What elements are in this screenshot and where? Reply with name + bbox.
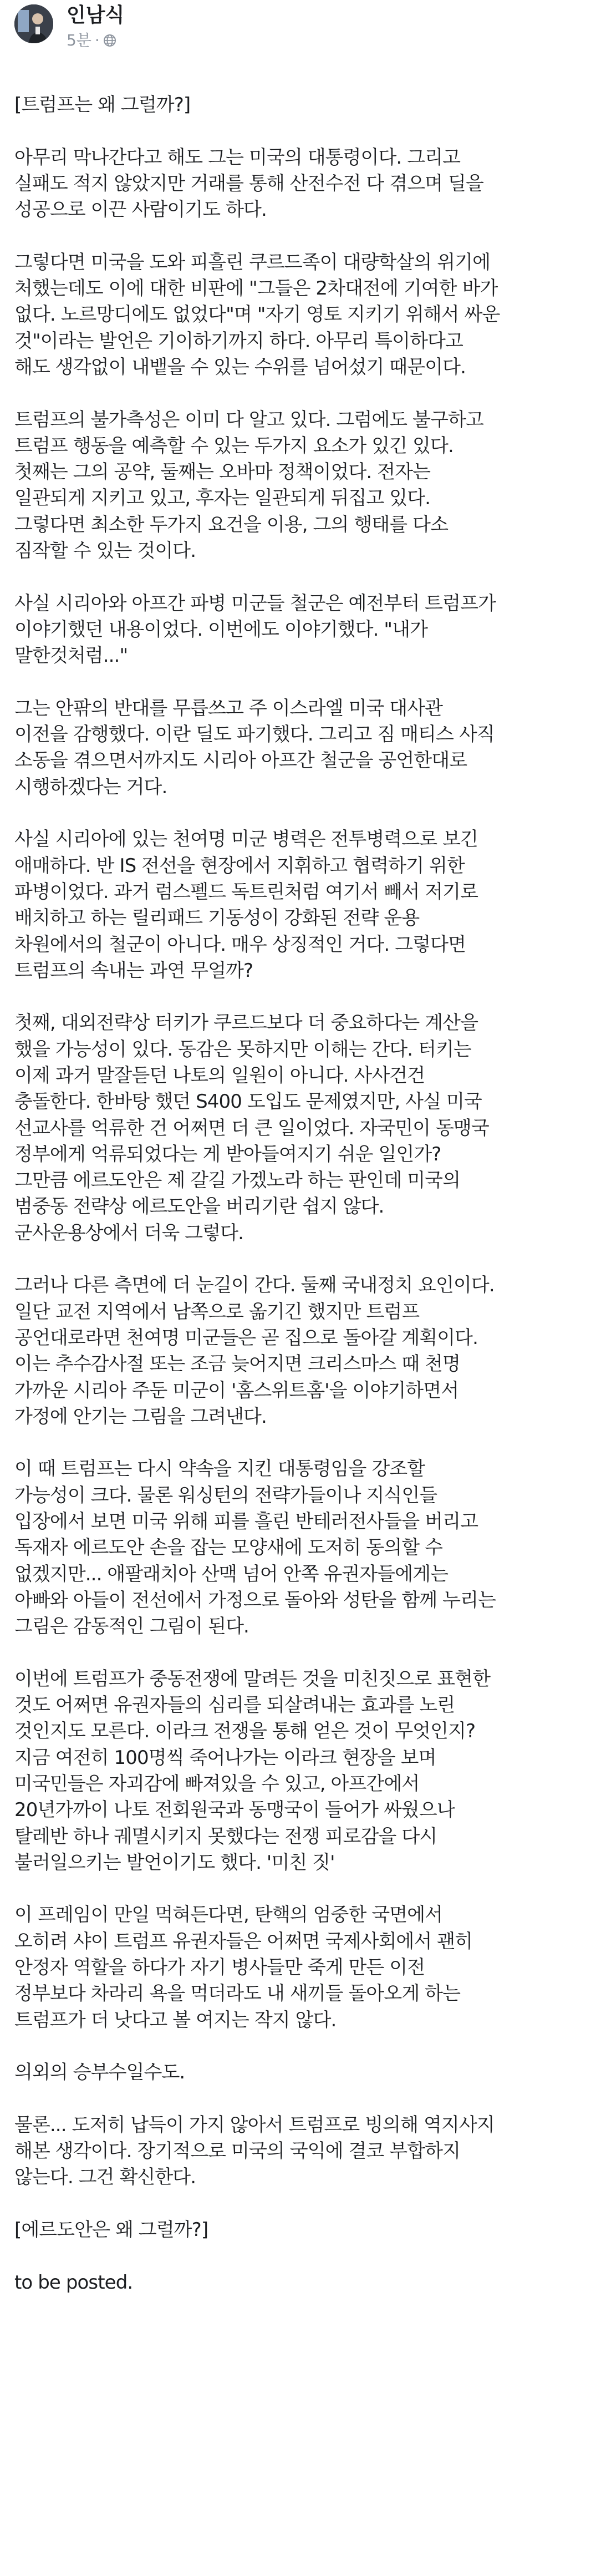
post-paragraph	[14, 591, 588, 670]
post-text-line: 일단 교전 지역에서 남쪽으로 옮기긴 했지만 트럼프	[14, 1300, 420, 1323]
post-text-line: 첫째는 그의 공약, 둘째는 오바마 정책이었다. 전자는	[14, 461, 431, 484]
post-paragraph	[14, 1272, 588, 1430]
post-text-line: 그렇다면 최소한 두가지 요건을 이용, 그의 행태를 다소	[14, 513, 449, 536]
post-text-line: 일관되게 지키고 있고, 후자는 일관되게 뒤집고 있다.	[14, 487, 431, 510]
author-name[interactable]: 인남식	[67, 4, 125, 27]
post-text-line: 이번에 트럼프가 중동전쟁에 말려든 것을 미친짓으로 표현한	[14, 1667, 491, 1690]
post-paragraph	[14, 145, 588, 224]
post-text-line: 이는 추수감사절 또는 조금 늦어지면 크리스마스 때 천명	[14, 1353, 461, 1376]
post-text-line: 소동을 겪으면서까지도 시리아 아프간 철군을 공언한대로	[14, 749, 467, 772]
post-text-line: 애매하다. 반 IS 전선을 현장에서 지휘하고 협력하기 위한	[14, 854, 465, 877]
post-text-line: to be posted.	[14, 2271, 133, 2294]
post-text-line: 처했는데도 이에 대한 비판에 "그들은 2차대전에 기여한 바가	[14, 277, 498, 300]
post-text-line: 첫째, 대외전략상 터키가 쿠르드보다 더 중요하다는 계산을	[14, 1012, 478, 1035]
post-header	[0, 0, 596, 53]
post-text-line: 미국민들은 자괴감에 빠져있을 수 있고, 아프간에서	[14, 1773, 420, 1795]
post-text-line: 실패도 적지 않았지만 거래를 통해 산전수전 다 겪으며 딜을	[14, 172, 483, 195]
post-text-line: 의외의 승부수일수도.	[14, 2061, 185, 2084]
post-text-line: 것인지도 모른다. 이라크 전쟁을 통해 얻은 것이 무엇인지?	[14, 1720, 476, 1743]
avatar-photo-icon	[14, 4, 53, 43]
post-text-line: 가정에 안기는 그림을 그려낸다.	[14, 1405, 267, 1428]
post-paragraph	[14, 92, 588, 118]
post-paragraph	[14, 1456, 588, 1640]
post-text-line: 안정자 역할을 하다가 자기 병사들만 죽게 만든 이전	[14, 1956, 425, 1979]
post-text-line: 아빠와 아들이 전선에서 가정으로 돌아와 성탄을 함께 누리는	[14, 1589, 496, 1611]
post-text-line: 그러나 다른 측면에 더 눈길이 간다. 둘째 국내정치 요인이다.	[14, 1274, 495, 1297]
post-text-line: 없겠지만... 애팔래치아 산맥 넘어 안쪽 유권자들에게는	[14, 1563, 449, 1585]
post-text-line: 배치하고 하는 릴리패드 기동성이 강화된 전략 운용	[14, 907, 420, 930]
post-text-line: 지금 여전히 100명씩 죽어나가는 이라크 현장을 보며	[14, 1746, 436, 1769]
post-text-line: 이전을 감행했다. 이란 딜도 파기했다. 그리고 짐 매티스 사직	[14, 723, 495, 746]
post-paragraph	[14, 1666, 588, 1876]
post-text-line: 이 프레임이 만일 먹혀든다면, 탄핵의 엄중한 국면에서	[14, 1904, 443, 1926]
post-paragraph	[14, 2060, 588, 2086]
post-text-line: 선교사를 억류한 건 어쩌면 더 큰 일이었다. 자국민이 동맹국	[14, 1117, 489, 1139]
post-paragraph	[14, 250, 588, 381]
post-meta	[67, 31, 116, 50]
post-text-line: 트럼프가 더 낫다고 볼 여지는 작지 않다.	[14, 2009, 337, 2031]
post-paragraph	[14, 2217, 588, 2243]
post-text-line: 입장에서 보면 미국 위해 피를 흘린 반테러전사들을 버리고	[14, 1510, 478, 1533]
post-text-line: 않는다. 그건 확신한다.	[14, 2166, 196, 2189]
post-text-line: 파병이었다. 과거 럼스펠드 독트린처럼 여기서 빼서 저기로	[14, 880, 478, 903]
globe-icon[interactable]	[103, 34, 116, 47]
post-time[interactable]: 5분	[67, 31, 91, 49]
post-text-line: 이야기했던 내용이었다. 이번에도 이야기했다. "내가	[14, 618, 428, 641]
post-text-line: 그렇다면 미국을 도와 피흘린 쿠르드족이 대량학살의 위기에	[14, 251, 491, 273]
post-text-line: 트럼프의 불가측성은 이미 다 알고 있다. 그럼에도 불구하고	[14, 408, 483, 431]
post-text-line: [에르도안은 왜 그럴까?]	[14, 2219, 208, 2242]
post-paragraph	[14, 1902, 588, 2033]
post-text-line: 가능성이 크다. 물론 워싱턴의 전략가들이나 지식인들	[14, 1484, 437, 1507]
post-paragraph	[14, 2112, 588, 2191]
post-text-line: 없다. 노르망디에도 없었다"며 "자기 영토 지키기 위해서 싸운	[14, 303, 500, 326]
post-text-line: 해본 생각이다. 장기적으로 미국의 국익에 결코 부합하지	[14, 2140, 461, 2163]
post-text-line: 탈레반 하나 궤멸시키지 못했다는 전쟁 피로감을 다시	[14, 1825, 437, 1848]
post-text-line: 군사운용상에서 더욱 그렇다.	[14, 1221, 244, 1244]
post-text-line: 짐작할 수 있는 것이다.	[14, 540, 196, 562]
post-text-line: 사실 시리아와 아프간 파병 미군들 철군은 예전부터 트럼프가	[14, 592, 496, 615]
post-text-line: 아무리 막나간다고 해도 그는 미국의 대통령이다. 그리고	[14, 146, 461, 169]
post-text-line: 것도 어쩌면 유권자들의 심리를 되살려내는 효과를 노린	[14, 1694, 455, 1717]
post-text-line: 사실 시리아에 있는 천여명 미군 병력은 전투병력으로 보긴	[14, 828, 478, 851]
post-text-line: 공언대로라면 천여명 미군들은 곧 집으로 돌아갈 계획이다.	[14, 1326, 478, 1349]
post-text-line: 말한것처럼..."	[14, 645, 128, 667]
post-paragraph	[14, 2270, 588, 2296]
post-text-line: 물론... 도저히 납득이 가지 않아서 트럼프로 빙의해 역지사지	[14, 2113, 495, 2136]
post-text-line: 이 때 트럼프는 다시 약속을 지킨 대통령임을 강조할	[14, 1458, 425, 1480]
post-paragraph	[14, 407, 588, 565]
post-text-line: 불러일으키는 발언이기도 했다. '미친 짓'	[14, 1851, 335, 1874]
post-paragraph	[14, 826, 588, 984]
post-body	[14, 92, 588, 2296]
meta-separator: ·	[94, 31, 100, 49]
post-text-line: 정부에게 억류되었다는 게 받아들여지기 쉬운 일인가?	[14, 1143, 441, 1165]
post-text-line: 성공으로 이끈 사람이기도 하다.	[14, 199, 267, 221]
post-text-line: 오히려 샤이 트럼프 유권자들은 어쩌면 국제사회에서 괜히	[14, 1930, 473, 1953]
post-text-line: 그림은 감동적인 그림이 된다.	[14, 1615, 249, 1638]
post-text-line: 충돌한다. 한바탕 했던 S400 도입도 문제였지만, 사실 미국	[14, 1091, 482, 1113]
post-text-line: 시행하겠다는 거다.	[14, 775, 167, 798]
post-text-line: 트럼프의 속내는 과연 무얼까?	[14, 959, 253, 982]
post-text-line: 것"이라는 발언은 기이하기까지 하다. 아무리 특이하다고	[14, 329, 463, 352]
post-text-line: 했을 가능성이 있다. 동감은 못하지만 이해는 간다. 터키는	[14, 1038, 471, 1061]
author-avatar[interactable]	[14, 4, 53, 43]
post-text-line: 가까운 시리아 주둔 미군이 '홈스위트홈'을 이야기하면서	[14, 1379, 459, 1402]
post-text-line: 범중동 전략상 에르도안을 버리기란 쉽지 않다.	[14, 1195, 384, 1218]
post-text-line: 독재자 에르도안 손을 잡는 모양새에 도저히 동의할 수	[14, 1537, 443, 1559]
post-text-line: [트럼프는 왜 그럴까?]	[14, 94, 191, 116]
post-text-line: 그만큼 에르도안은 제 갈길 가겠노라 하는 판인데 미국의	[14, 1169, 461, 1192]
post-paragraph	[14, 1010, 588, 1246]
post-text-line: 해도 생각없이 내뱉을 수 있는 수위를 넘어섰기 때문이다.	[14, 356, 466, 378]
post-text-line: 20년가까이 나토 전회원국과 동맹국이 들어가 싸웠으나	[14, 1799, 455, 1822]
post-text-line: 정부보다 차라리 욕을 먹더라도 내 새끼들 돌아오게 하는	[14, 1982, 461, 2005]
post-text-line: 차원에서의 철군이 아니다. 매우 상징적인 거다. 그렇다면	[14, 933, 466, 956]
post-text-line: 이제 과거 말잘듣던 나토의 일원이 아니다. 사사건건	[14, 1064, 425, 1087]
post-text-line: 그는 안팎의 반대를 무릅쓰고 주 이스라엘 미국 대사관	[14, 697, 443, 719]
post-text-line: 트럼프 행동을 예측할 수 있는 두가지 요소가 있긴 있다.	[14, 434, 454, 457]
post-paragraph	[14, 696, 588, 800]
